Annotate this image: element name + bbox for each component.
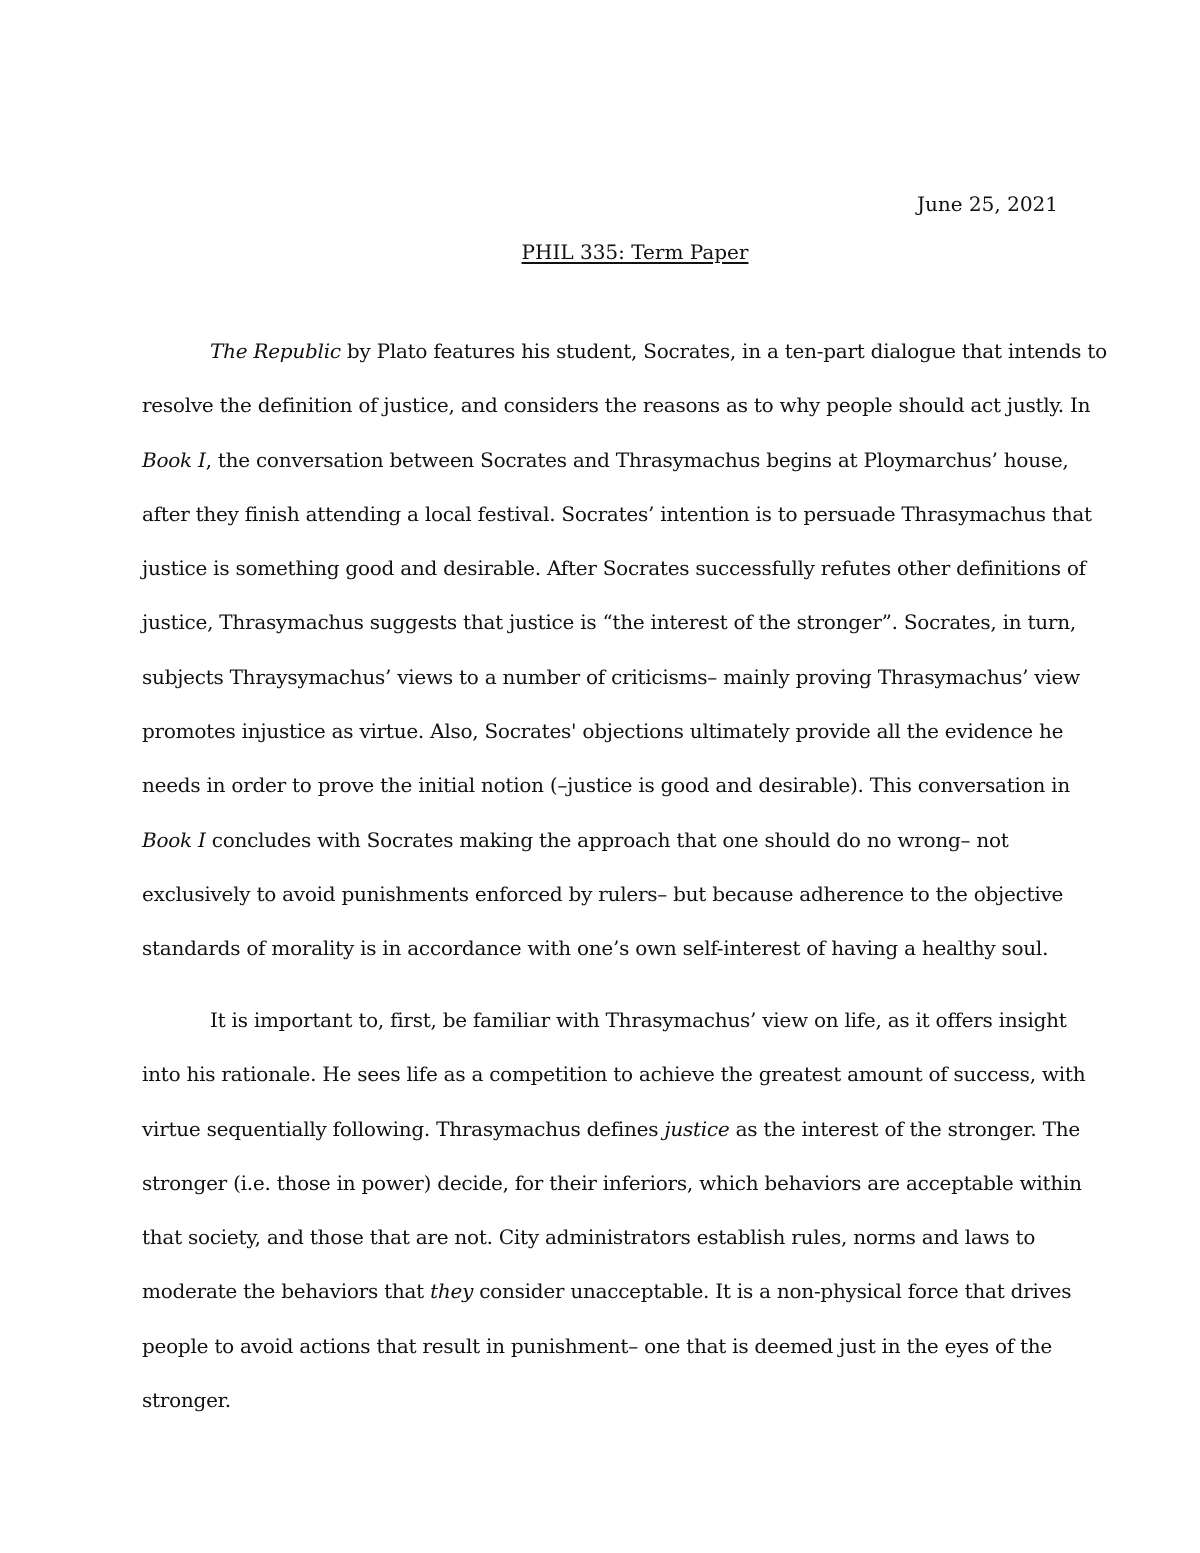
line-text: as the interest of the stronger. The: [729, 1116, 1080, 1141]
paragraph-line: justice is something good and desirable. After Socrates successfully refutes other definitions of: [142, 556, 1086, 581]
line-text: virtue sequentially following. Thrasymachus defines: [142, 1116, 665, 1141]
paragraph-1: [142, 331, 1107, 983]
book-reference-italic: Book I: [142, 447, 206, 472]
paragraph-line: [142, 1109, 1080, 1163]
paragraph-line: people to avoid actions that result in punishment– one that is deemed just in the eyes of the: [142, 1333, 1053, 1358]
paragraph-line: promotes injustice as virtue. Also, Socrates' objections ultimately provide all the evidence he: [142, 719, 1064, 744]
paragraph-line: stronger (i.e. those in power) decide, for their inferiors, which behaviors are acceptable within: [142, 1170, 1082, 1195]
line-text: consider unacceptable. It is a non-physical force that drives: [473, 1279, 1072, 1304]
paragraph-line: that society, and those that are not. City administrators establish rules, norms and laws to: [142, 1225, 1036, 1250]
paragraph-2: [142, 1000, 1086, 1434]
paragraph-line: It is important to, first, be familiar with Thrasymachus’ view on life, as it offers insight: [210, 1008, 1067, 1032]
book-reference-italic: Book I: [142, 827, 206, 852]
paragraph-line: into his rationale. He sees life as a competition to achieve the greatest amount of success, with: [142, 1062, 1086, 1087]
paragraph-line: [142, 440, 1069, 494]
emphasis-italic: justice: [664, 1116, 730, 1141]
line-text: moderate the behaviors that: [142, 1279, 431, 1304]
paragraph-line: after they finish attending a local festival. Socrates’ intention is to persuade Thrasymachus that: [142, 501, 1092, 526]
paragraph-line: resolve the definition of justice, and considers the reasons as to why people should act justly. In: [142, 393, 1091, 418]
paragraph-line: justice, Thrasymachus suggests that justice is “the interest of the stronger”. Socrates, in turn,: [142, 610, 1076, 635]
paragraph-line: standards of morality is in accordance with one’s own self-interest of having a healthy soul.: [142, 936, 1049, 961]
emphasis-italic: they: [430, 1279, 474, 1304]
paragraph-line: [142, 1271, 1072, 1325]
paragraph-line: [142, 820, 1062, 874]
line-text: by Plato features his student, Socrates, in a ten-part dialogue that intends to: [340, 339, 1107, 363]
line-text: , the conversation between Socrates and Thrasymachus begins at Ploymarchus’ house,: [205, 447, 1069, 472]
paragraph-line: stronger.: [142, 1388, 231, 1413]
paragraph-line: subjects Thraysymachus’ views to a number of criticisms– mainly proving Thrasymachus’ view: [142, 664, 1080, 689]
document-title: PHIL 335: Term Paper: [521, 240, 749, 264]
paragraph-line: needs in order to prove the initial notion (–justice is good and desirable). This conversation in: [142, 773, 1070, 798]
document-date: June 25, 2021: [916, 192, 1058, 216]
paragraph-line: exclusively to avoid punishments enforced by rulers– but because adherence to the objective: [142, 881, 1064, 906]
book-title-italic: The Republic: [210, 339, 341, 363]
paragraph-line: [142, 331, 1107, 385]
line-text: concludes with Socrates making the approach that one should do no wrong– not: [205, 827, 1009, 852]
